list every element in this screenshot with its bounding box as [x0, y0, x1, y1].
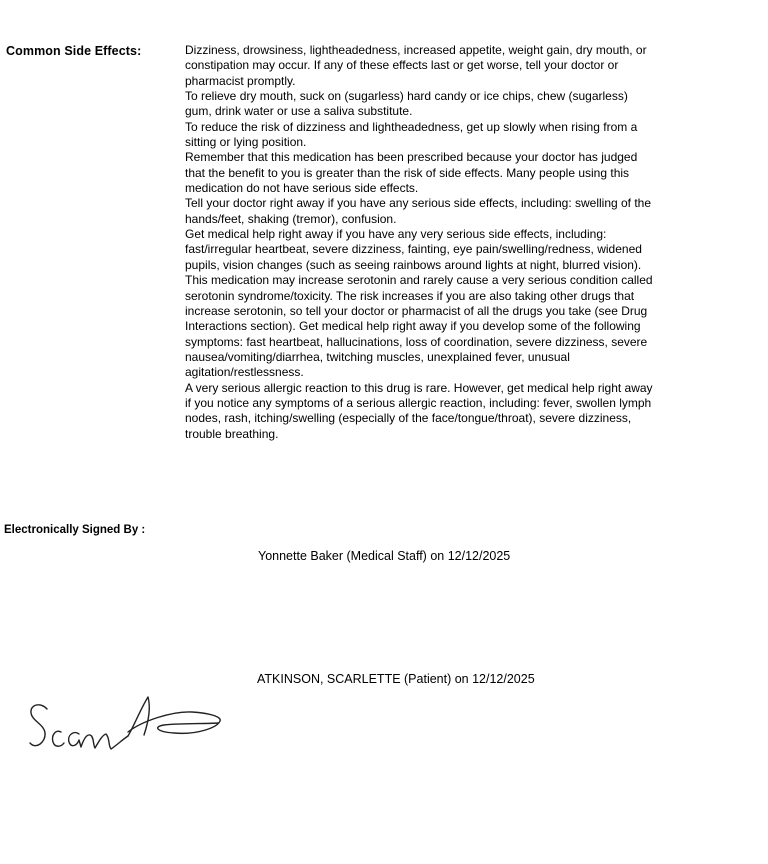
section-label: Common Side Effects: [6, 44, 142, 58]
paragraph: A very serious allergic reaction to this drug is rare. However, get medical help right away if you notice any symptoms of a serious allergic reaction, including: fever, swollen lymph nodes, rash, itching/swelling (especially of the face/tongue/throat), severe dizziness, trouble breathing. [185, 380, 653, 441]
side-effects-text [185, 43, 655, 442]
patient-signature-line: ATKINSON, SCARLETTE (Patient) on 12/12/2025 [257, 672, 535, 686]
handwritten-signature [24, 688, 228, 762]
paragraph: To relieve dry mouth, suck on (sugarless) hard candy or ice chips, chew (sugarless) gum, drink water or use a saliva substitute. [185, 89, 628, 119]
staff-signature-line: Yonnette Baker (Medical Staff) on 12/12/2025 [258, 549, 511, 563]
paragraph: Dizziness, drowsiness, lightheadedness, increased appetite, weight gain, dry mouth, or constipation may occur. If any of these effects last or get worse, tell your doctor or pharmacist promptly. [185, 43, 647, 88]
paragraph: Tell your doctor right away if you have any serious side effects, including: swelling of the hands/feet, shaking (tremor), confusion. [185, 196, 652, 226]
paragraph: Get medical help right away if you have any very serious side effects, including: fast/irregular heartbeat, severe dizziness, fainting, eye pain/swelling/redness, widened pupils, vision changes (such as seeing rainbows around lights at night, blurred vision). [185, 227, 642, 272]
signed-by-label: Electronically Signed By : [4, 524, 146, 536]
paragraph: To reduce the risk of dizziness and lightheadedness, get up slowly when rising from a sitting or lying position. [185, 119, 638, 150]
paragraph: This medication may increase serotonin and rarely cause a very serious condition called serotonin syndrome/toxicity. The risk increases if you are also taking other drugs that increase serotonin, so tell your doctor or pharmacist of all the drugs you take (see Drug Interactions section). Get medical help right away if you develop some of the following symptoms: fast heartbeat, hallucinations, loss of coordination, severe dizziness, severe nausea/vomiting/diarrhea, twitching muscles, unexplained fever, unusual agitation/restlessness. [185, 273, 653, 380]
paragraph: Remember that this medication has been prescribed because your doctor has judged that the benefit to you is greater than the risk of side effects. Many people using this medication do not have serious side effects. [185, 150, 638, 196]
